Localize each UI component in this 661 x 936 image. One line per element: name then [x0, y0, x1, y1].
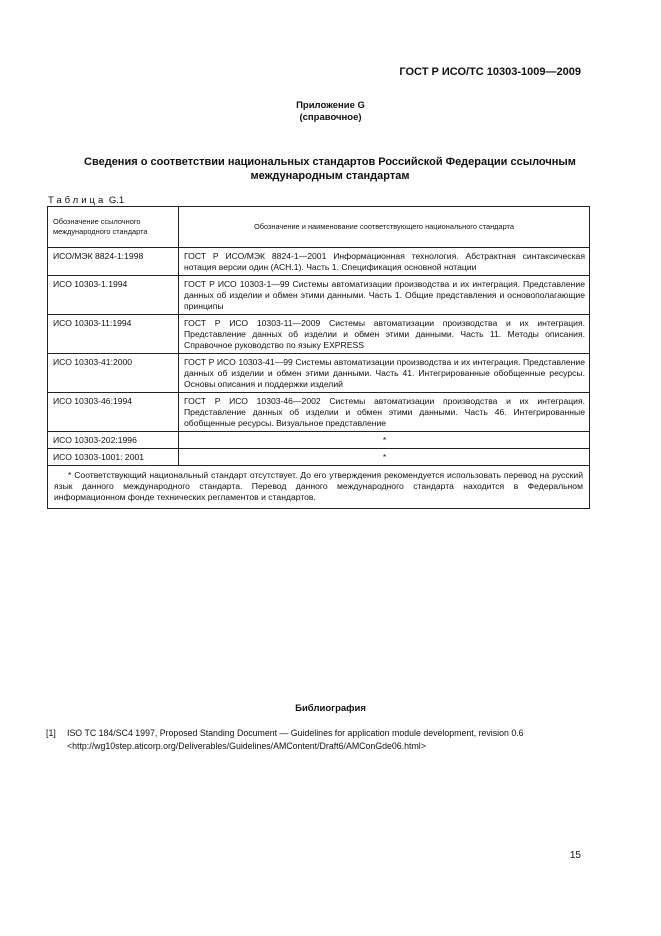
- bibliography-entry-number: [1]: [46, 728, 56, 738]
- national-standard-cell: ГОСТ Р ИСО 10303-11—2009 Системы автоматизации производства и их интеграция. Представление данных об изделии и обмен этими данными. Часть 11. Методы описания. Справочное руководство по языку EXPRESS: [179, 315, 590, 354]
- ref-standard-cell: ИСО/МЭК 8824-1:1998: [48, 248, 179, 276]
- table-row: [48, 432, 590, 449]
- appendix-title: Приложение G: [296, 100, 365, 111]
- national-standard-cell: *: [179, 449, 590, 466]
- ref-standard-cell: ИСО 10303-202:1996: [48, 432, 179, 449]
- national-standard-cell: ГОСТ Р ИСО/МЭК 8824-1—2001 Информационная технология. Абстрактная синтаксическая нотация версии один (АСН.1). Часть 1. Спецификация основной нотации: [179, 248, 590, 276]
- page-number: 15: [569, 850, 581, 861]
- bibliography-entry: [46, 727, 596, 753]
- national-standard-cell: ГОСТ Р ИСО 10303-1—99 Системы автоматизации производства и их интеграция. Представление данных об изделии и обмен этими данными. Часть 1. Общие представления и основополагающие принципы: [179, 276, 590, 315]
- table-caption-number: G.1: [108, 195, 125, 206]
- correspondence-table: [47, 206, 590, 509]
- national-standard-cell: ГОСТ Р ИСО 10303-41—99 Системы автоматизации производства и их интеграция. Представление данных об изделии и обмен этими данными. Часть 41. Интегрированные обобщенные ресурсы. Основы описания и поддержки изделий: [179, 354, 590, 393]
- ref-standard-cell: ИСО 10303-11:1994: [48, 315, 179, 354]
- table-row: [48, 393, 590, 432]
- section-title: [50, 155, 610, 183]
- ref-standard-cell: ИСО 10303-46:1994: [48, 393, 179, 432]
- appendix-heading: [0, 100, 661, 124]
- bibliography-entry-text: ISO TC 184/SC4 1997, Proposed Standing Document — Guidelines for application module development, revision 0.6: [67, 728, 524, 738]
- table-header-row: [48, 207, 590, 248]
- header-national-standard: Обозначение и наименование соответствующего национального стандарта: [179, 207, 590, 248]
- table-footnote-row: [48, 466, 590, 509]
- ref-standard-cell: ИСО 10303-41:2000: [48, 354, 179, 393]
- table-row: [48, 449, 590, 466]
- table-footnote: * Соответствующий национальный стандарт отсутствует. До его утверждения рекомендуется использовать перевод на русский язык данного международного стандарта. Перевод данного международного стандарта находится в Федеральном информационном фонде технических регламентов и стандартов.: [48, 466, 590, 509]
- header-col1-line1: Обозначение ссылочного: [53, 217, 141, 226]
- header-ref-standard: [48, 207, 179, 248]
- table-row: [48, 248, 590, 276]
- table-row: [48, 354, 590, 393]
- appendix-subtitle: (справочное): [299, 112, 362, 123]
- bibliography-title: Библиография: [295, 703, 366, 714]
- national-standard-cell: *: [179, 432, 590, 449]
- section-title-line2: международным стандартам: [250, 170, 410, 182]
- standard-id-header: ГОСТ Р ИСО/ТС 10303-1009—2009: [399, 66, 581, 78]
- table-row: [48, 315, 590, 354]
- ref-standard-cell: ИСО 10303-1001: 2001: [48, 449, 179, 466]
- header-col1-line2: международного стандарта: [53, 227, 148, 236]
- national-standard-cell: ГОСТ Р ИСО 10303-46—2002 Системы автоматизации производства и их интеграция. Представление данных об изделии и обмен этими данными. Часть 46. Интегрированные обобщенные ресурсы. Визуальное представление: [179, 393, 590, 432]
- table-row: [48, 276, 590, 315]
- ref-standard-cell: ИСО 10303-1.1994: [48, 276, 179, 315]
- table-caption-label: Таблица: [48, 195, 107, 206]
- section-title-line1: Сведения о соответствии национальных стандартов Российской Федерации ссылочным: [84, 156, 576, 168]
- table-caption: [48, 195, 124, 206]
- bibliography-entry-url: <http://wg10step.aticorp.org/Deliverables/Guidelines/AMContent/Draft6/AMConGde06.html>: [67, 741, 426, 751]
